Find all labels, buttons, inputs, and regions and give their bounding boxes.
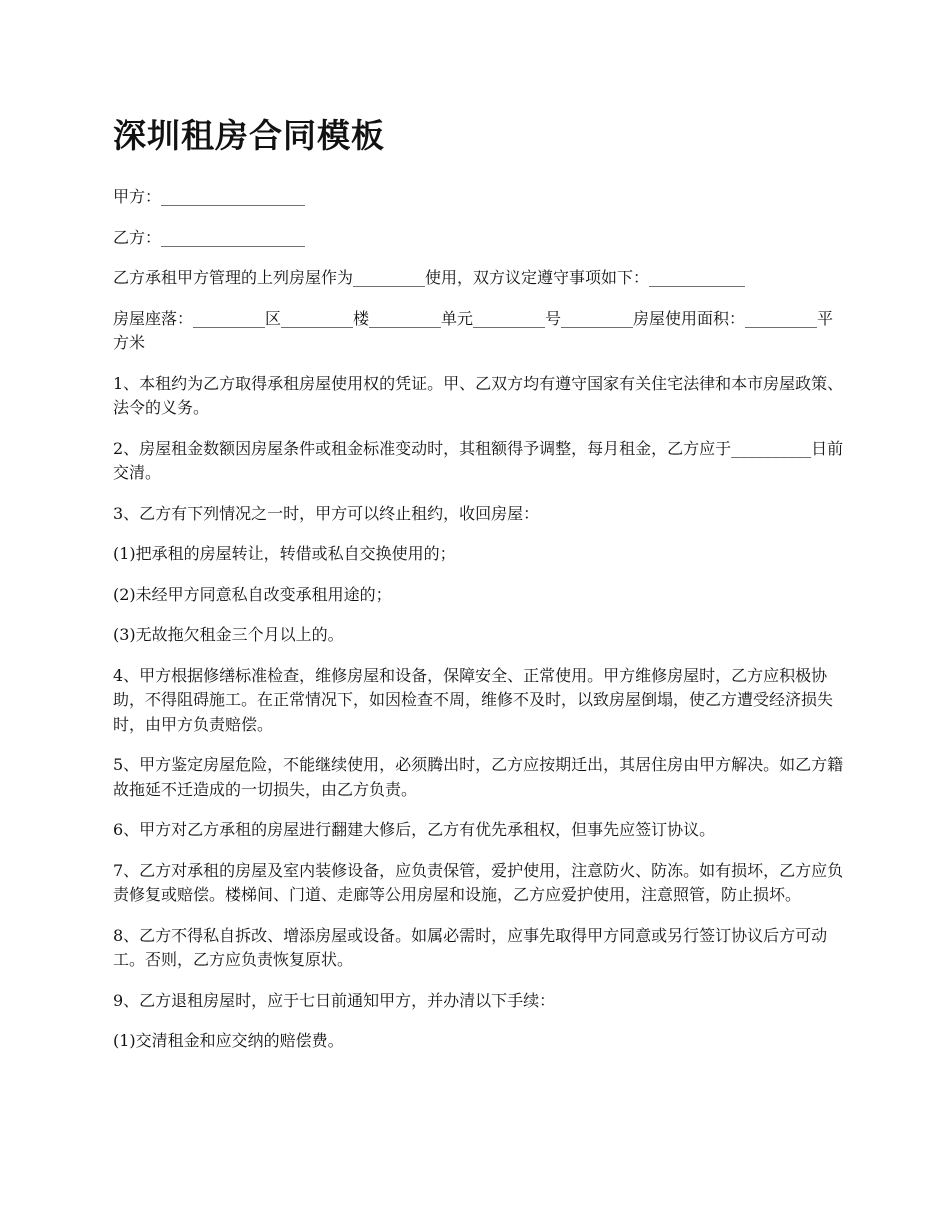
clause-3: 3、乙方有下列情况之一时，甲方可以终止租约，收回房屋： xyxy=(113,503,540,523)
document-page xyxy=(113,112,848,1070)
clause-9-item-1: (1)交清租金和应交纳的赔偿费。 xyxy=(113,1031,344,1050)
clause-3-item-2: (2)未经甲方同意私自改变承租用途的； xyxy=(113,584,392,604)
usage-agreement-line: 乙方承租甲方管理的上列房屋作为_________使用，双方议定遵守事项如下：____________ xyxy=(113,268,746,287)
clause-7: 7、乙方对承租的房屋及室内装修设备，应负责保管，爱护使用，注意防火、防冻。如有损坏，乙方应负责修复或赔偿。楼梯间、门道、走廊等公用房屋和设施，乙方应爱护使用，注意照管，防止损坏。 xyxy=(113,860,844,904)
clause-1: 1、本租约为乙方取得承租房屋使用权的凭证。甲、乙双方均有遵守国家有关住宅法律和本市房屋政策、法令的义务。 xyxy=(113,373,844,417)
clause-4: 4、甲方根据修缮标准检查，维修房屋和设备，保障安全、正常使用。甲方维修房屋时，乙方应积极协助，不得阻碍施工。在正常情况下，如因检查不周，维修不及时，以致房屋倒塌，使乙方遭受经济损失时，由甲方负责赔偿。 xyxy=(113,665,834,734)
document-title: 深圳租房合同模板 xyxy=(113,116,385,155)
clause-6: 6、甲方对乙方承租的房屋进行翻建大修后，乙方有优先承租权，但事先应签订协议。 xyxy=(113,820,716,839)
clause-3-item-1: (1)把承租的房屋转让，转借或私自交换使用的； xyxy=(113,544,456,563)
clause-8: 8、乙方不得私自拆改、增添房屋或设备。如属必需时，应事先取得甲方同意或另行签订协议后方可动工。否则，乙方应负责恢复原状。 xyxy=(113,925,828,969)
clause-9: 9、乙方退租房屋时，应于七日前通知甲方，并办清以下手续： xyxy=(113,990,556,1010)
clause-5: 5、甲方鉴定房屋危险，不能继续使用，必须腾出时，乙方应按期迁出，其居住房由甲方解决。如乙方籍故拖延不迁造成的一切损失，由乙方负责。 xyxy=(113,755,844,799)
clause-2: 2、房屋租金数额因房屋条件或租金标准变动时，其租额得予调整，每月租金，乙方应于__________日前交清。 xyxy=(113,438,844,482)
property-location-line: 房屋座落：_________区_________楼_________单元_________号_________房屋使用面积：_________平方米 xyxy=(113,308,834,352)
party-b-line: 乙方：__________________ xyxy=(113,227,306,247)
clause-3-item-3: (3)无故拖欠租金三个月以上的。 xyxy=(113,625,344,644)
party-a-line: 甲方：__________________ xyxy=(113,187,306,206)
